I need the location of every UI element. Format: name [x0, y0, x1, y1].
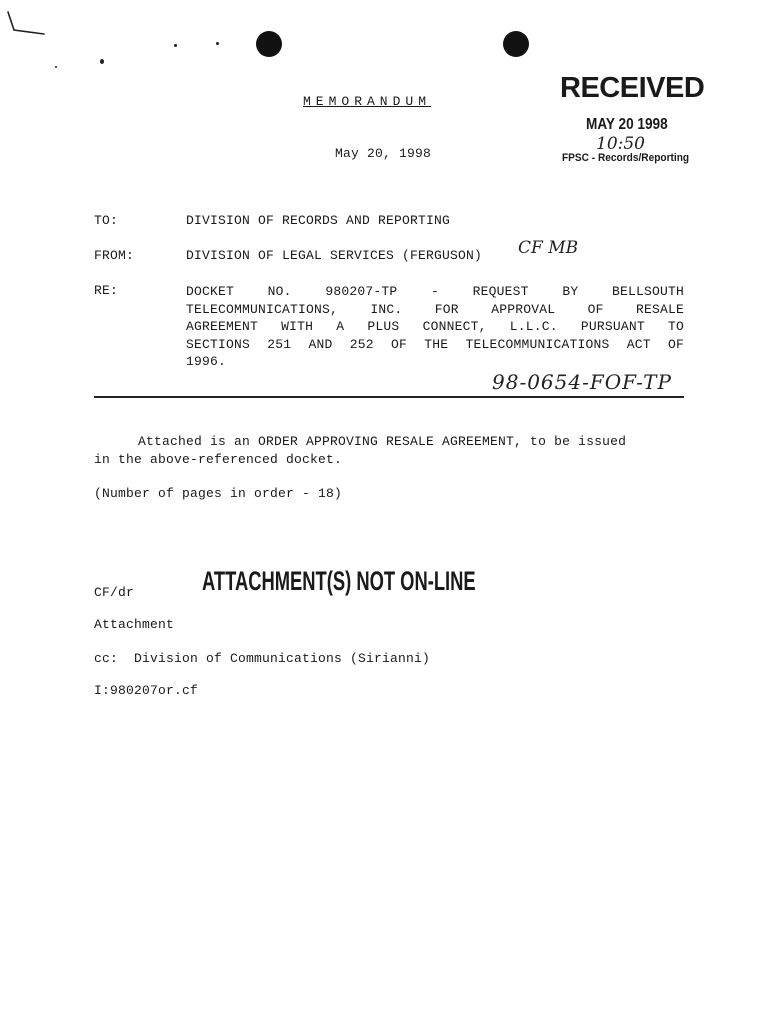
received-stamp [558, 72, 728, 172]
received-stamp-date: MAY 20 1998 [586, 116, 668, 133]
page-count: (Number of pages in order - 18) [94, 486, 343, 501]
author-initials: CF/dr [94, 585, 135, 600]
scan-dot [55, 66, 57, 68]
file-path: I:980207or.cf [94, 683, 199, 698]
re-line: 1996. [186, 354, 227, 369]
re-label: RE: [94, 283, 119, 298]
scan-dot [216, 42, 219, 45]
scan-dot [100, 59, 104, 64]
re-body [186, 283, 684, 371]
punch-hole-right [503, 31, 529, 57]
received-stamp-title: RECEIVED [560, 72, 705, 104]
received-stamp-time: 10:50 [596, 134, 645, 154]
re-line: SECTIONS 251 AND 252 OF THE TELECOMMUNICATIONS ACT OF [186, 336, 684, 352]
body-paragraph-line-1: Attached is an ORDER APPROVING RESALE AGREEMENT, to be issued [138, 434, 627, 449]
body-paragraph-line-2: in the above-referenced docket. [94, 452, 343, 467]
header-rule [94, 396, 684, 398]
from-value: DIVISION OF LEGAL SERVICES (FERGUSON) [186, 248, 483, 263]
punch-hole-left [256, 31, 282, 57]
cc-line: cc: Division of Communications (Sirianni) [94, 651, 431, 666]
re-line: TELECOMMUNICATIONS, INC. FOR APPROVAL OF RESALE [186, 301, 684, 317]
memo-date: May 20, 1998 [335, 146, 432, 161]
from-label: FROM: [94, 248, 135, 263]
received-stamp-office: FPSC - Records/Reporting [562, 152, 690, 164]
to-value: DIVISION OF RECORDS AND REPORTING [186, 213, 451, 228]
re-line: AGREEMENT WITH A PLUS CONNECT, L.L.C. PURSUANT TO [186, 319, 684, 334]
re-line: DOCKET NO. 980207-TP - REQUEST BY BELLSOUTH [186, 284, 684, 299]
handwritten-order-number: 98-0654-FOF-TP [492, 370, 672, 394]
corner-checkmark [6, 8, 46, 41]
memo-title: MEMORANDUM [303, 94, 432, 109]
scan-dot [174, 44, 177, 47]
from-initials: CF MB [518, 238, 579, 258]
to-label: TO: [94, 213, 119, 228]
attachment-line: Attachment [94, 617, 175, 632]
attachment-not-online-stamp: ATTACHMENT(S) NOT ON-LINE [202, 566, 476, 596]
